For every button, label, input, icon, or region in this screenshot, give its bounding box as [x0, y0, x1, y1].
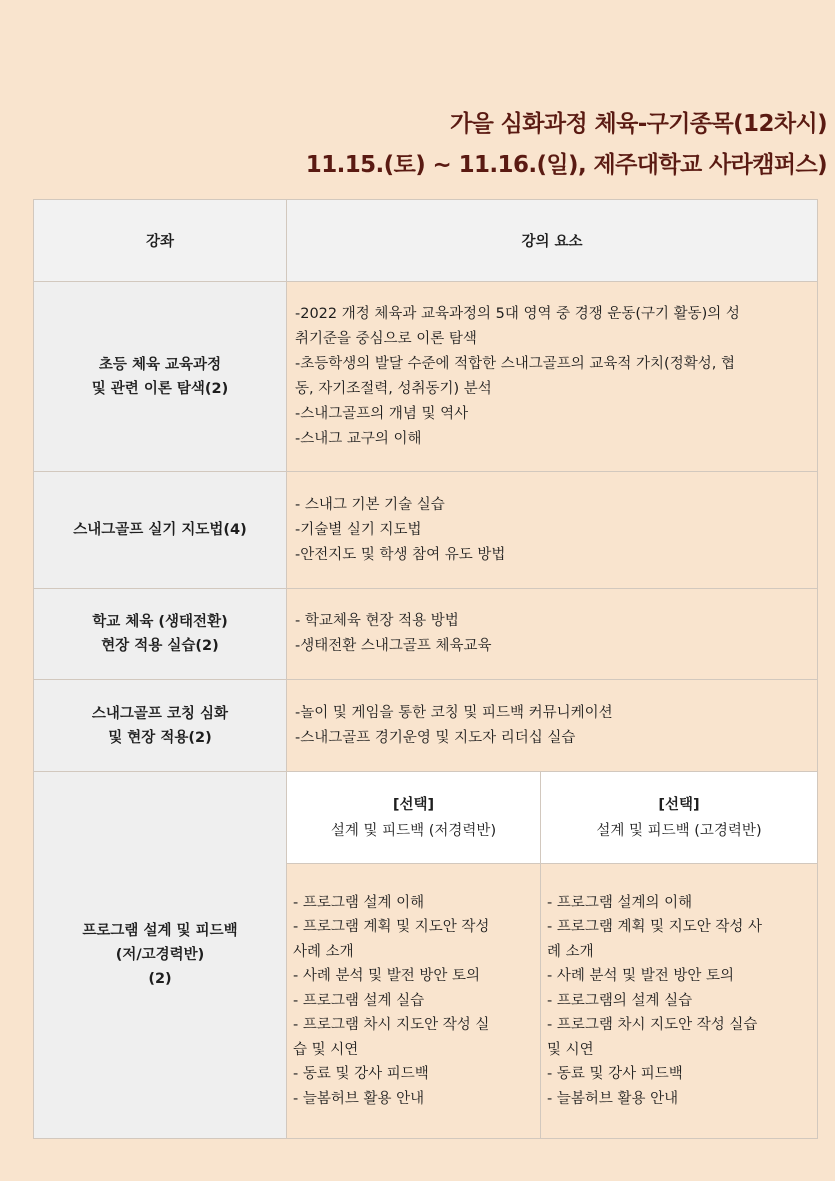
course-table: [33, 199, 818, 1139]
choice-low-career-content: [287, 864, 541, 1139]
row-category: [34, 589, 287, 680]
category-line: (저/고경력반): [115, 947, 205, 963]
category-line: (2): [148, 971, 172, 987]
content-line: - 프로그램 차시 지도안 작성 실: [293, 1017, 490, 1034]
content-line: -생태전환 스내그골프 체육교육: [295, 638, 492, 654]
content-line: - 프로그램 설계의 이해: [547, 894, 693, 911]
category-line: 스내그골프 코칭 심화: [91, 705, 229, 722]
row-category: [34, 282, 287, 472]
content-line: - 프로그램 계획 및 지도안 작성 사: [547, 919, 762, 936]
table-row: [34, 680, 818, 772]
content-line: -스내그골프의 개념 및 역사: [295, 405, 469, 422]
row-content: [287, 472, 818, 589]
choice-tag: [선택]: [392, 796, 435, 813]
content-line: -초등학생의 발달 수준에 적합한 스내그골프의 교육적 가치(정확성, 협: [295, 355, 735, 372]
choice-high-career: [541, 772, 818, 864]
header-elements: 강의 요소: [287, 200, 818, 282]
content-line: -2022 개정 체육과 교육과정의 5대 영역 중 경쟁 운동(구기 활동)의 성: [295, 305, 740, 322]
table-header-row: [34, 200, 818, 282]
content-line: - 프로그램의 설계 실습: [547, 992, 693, 1009]
choice-low-career: [287, 772, 541, 864]
content-line: - 늘봄허브 활용 안내: [547, 1090, 679, 1107]
content-line: - 프로그램 차시 지도안 작성 실습: [547, 1017, 758, 1034]
row-content: [287, 680, 818, 772]
category-line: 학교 체육 (생태전환): [92, 614, 228, 630]
row-content: [287, 589, 818, 680]
title-line-2: 11.15.(토) ~ 11.16.(일), 제주대학교 사라캠퍼스): [305, 152, 827, 178]
row-category: [34, 772, 287, 1139]
content-line: 취기준을 중심으로 이론 탐색: [295, 330, 477, 347]
category-line: 및 현장 적용(2): [108, 729, 212, 746]
row-category: [34, 472, 287, 589]
content-line: - 늘봄허브 활용 안내: [293, 1090, 425, 1107]
header-course: 강좌: [34, 200, 287, 282]
category-line: 초등 체육 교육과정: [98, 356, 222, 373]
content-line: -안전지도 및 학생 참여 유도 방법: [295, 546, 506, 563]
content-line: 및 시연: [547, 1041, 594, 1058]
category-line: 현장 적용 실습(2): [101, 638, 219, 654]
table-row: [34, 282, 818, 472]
content-line: - 스내그 기본 기술 실습: [295, 496, 445, 513]
category-line: 및 관련 이론 탐색(2): [91, 380, 229, 397]
content-line: - 프로그램 설계 이해: [293, 894, 425, 911]
content-line: 사례 소개: [293, 943, 354, 960]
choice-high-career-content: [541, 864, 818, 1139]
row-content: [287, 282, 818, 472]
category-line: 프로그램 설계 및 피드백: [82, 923, 238, 939]
content-line: -스내그 교구의 이해: [295, 430, 422, 447]
category-line: 스내그골프 실기 지도법(4): [73, 522, 247, 538]
content-line: - 동료 및 강사 피드백: [547, 1066, 683, 1083]
title-line-1: 가을 심화과정 체육-구기종목(12차시): [449, 111, 827, 137]
choice-name: 설계 및 피드백 (고경력반): [596, 822, 762, 839]
page-title: [306, 104, 827, 186]
content-line: 습 및 시연: [293, 1041, 359, 1058]
row-category: [34, 680, 287, 772]
content-line: 례 소개: [547, 943, 594, 960]
content-line: -기술별 실기 지도법: [295, 521, 422, 538]
content-line: - 사례 분석 및 발전 방안 토의: [293, 968, 480, 985]
content-line: - 사례 분석 및 발전 방안 토의: [547, 968, 734, 985]
table-row: [34, 472, 818, 589]
content-line: - 프로그램 계획 및 지도안 작성: [293, 919, 490, 936]
content-line: - 프로그램 설계 실습: [293, 992, 425, 1009]
content-line: 동, 자기조절력, 성취동기) 분석: [295, 380, 492, 397]
content-line: -스내그골프 경기운영 및 지도자 리더십 실습: [295, 729, 576, 746]
choice-name: 설계 및 피드백 (저경력반): [330, 822, 497, 839]
choice-tag: [선택]: [658, 796, 700, 813]
content-line: -놀이 및 게임을 통한 코칭 및 피드백 커뮤니케이션: [295, 704, 613, 721]
content-line: - 동료 및 강사 피드백: [293, 1066, 429, 1083]
program-choice-row: [34, 772, 818, 864]
table-row: [34, 589, 818, 680]
content-line: - 학교체육 현장 적용 방법: [295, 613, 459, 629]
